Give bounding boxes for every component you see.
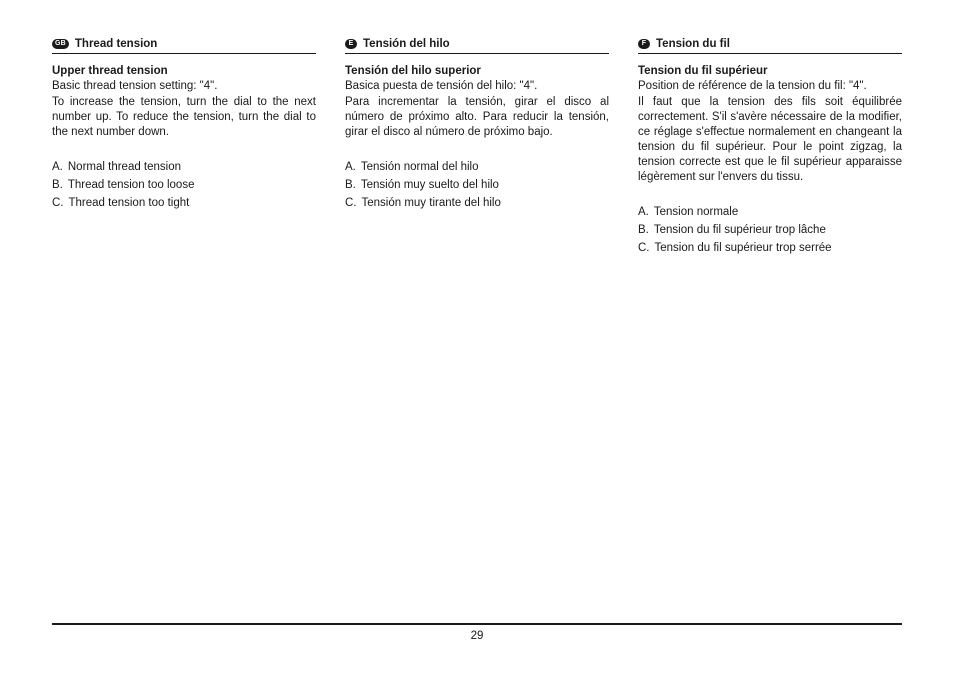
- list-item: [345, 160, 609, 175]
- paragraph-french-basic-setting: Position de référence de la tension du fil: "4".: [638, 80, 867, 92]
- language-badge-e: E: [345, 39, 357, 49]
- language-badge-gb: GB: [52, 39, 69, 49]
- list-item-text: Thread tension too loose: [67, 179, 195, 191]
- list-item-text: Tension du fil supérieur trop lâche: [653, 224, 826, 236]
- paragraph-spanish-adjustment: Para incrementar la tensión, girar el disco al número de próximo alto. Para reducir la tensión, girar el disco al número de próximo bajo.: [345, 96, 609, 138]
- list-item: [638, 205, 902, 220]
- list-item-text: Tension du fil supérieur trop serrée: [654, 242, 832, 254]
- list-item-text: Thread tension too tight: [68, 197, 190, 209]
- page-number: 29: [470, 630, 484, 642]
- list-marker: A.: [638, 206, 649, 218]
- column-english: [52, 36, 316, 214]
- section-title-spanish: Tensión del hilo: [363, 37, 450, 50]
- list-marker: C.: [638, 242, 650, 254]
- paragraph-french-adjustment: Il faut que la tension des fils soit équilibrée correctement. S'il s'avère nécessaire de la modifier, ce réglage s'effectue normalement en changeant la tension du fil supérieur. Pour le point zigzag, la tension correcte est que le fil supérieur apparaisse légèrement sur l'envers du tissu.: [638, 96, 902, 183]
- list-item: [52, 160, 316, 175]
- paragraph-english-basic-setting: Basic thread tension setting: "4".: [52, 80, 218, 92]
- list-marker: A.: [345, 161, 356, 173]
- list-item: [345, 196, 609, 211]
- list-item: [52, 178, 316, 193]
- list-item: [638, 241, 902, 256]
- paragraph-english-adjustment: To increase the tension, turn the dial to the next number up. To reduce the tension, turn the dial to the next number down.: [52, 96, 316, 138]
- list-marker: B.: [638, 224, 649, 236]
- section-header-french: [638, 36, 902, 54]
- list-item-text: Tensión muy tirante del hilo: [361, 197, 501, 209]
- subheading-english: Upper thread tension: [52, 65, 168, 77]
- section-title-french: Tension du fil: [656, 37, 730, 50]
- subheading-french: Tension du fil supérieur: [638, 65, 768, 77]
- list-marker: C.: [345, 197, 357, 209]
- section-title-english: Thread tension: [74, 37, 158, 50]
- list-marker: A.: [52, 161, 63, 173]
- footer-divider: [52, 623, 902, 625]
- list-item-text: Tensión muy suelto del hilo: [360, 179, 499, 191]
- paragraph-spanish-basic-setting: Basica puesta de tensión del hilo: "4".: [345, 80, 538, 92]
- list-marker: B.: [345, 179, 356, 191]
- column-spanish: [345, 36, 609, 214]
- list-item: [52, 196, 316, 211]
- list-item: [638, 223, 902, 238]
- list-french: [638, 205, 902, 256]
- column-french: [638, 36, 902, 259]
- language-badge-f: F: [638, 39, 650, 49]
- list-item: [345, 178, 609, 193]
- list-marker: C.: [52, 197, 64, 209]
- list-english: [52, 160, 316, 211]
- section-header-spanish: [345, 36, 609, 54]
- list-item-text: Tensión normal del hilo: [360, 161, 479, 173]
- list-spanish: [345, 160, 609, 211]
- subheading-spanish: Tensión del hilo superior: [345, 65, 481, 77]
- section-header-english: [52, 36, 316, 54]
- list-item-text: Tension normale: [653, 206, 739, 218]
- list-marker: B.: [52, 179, 63, 191]
- list-item-text: Normal thread tension: [67, 161, 182, 173]
